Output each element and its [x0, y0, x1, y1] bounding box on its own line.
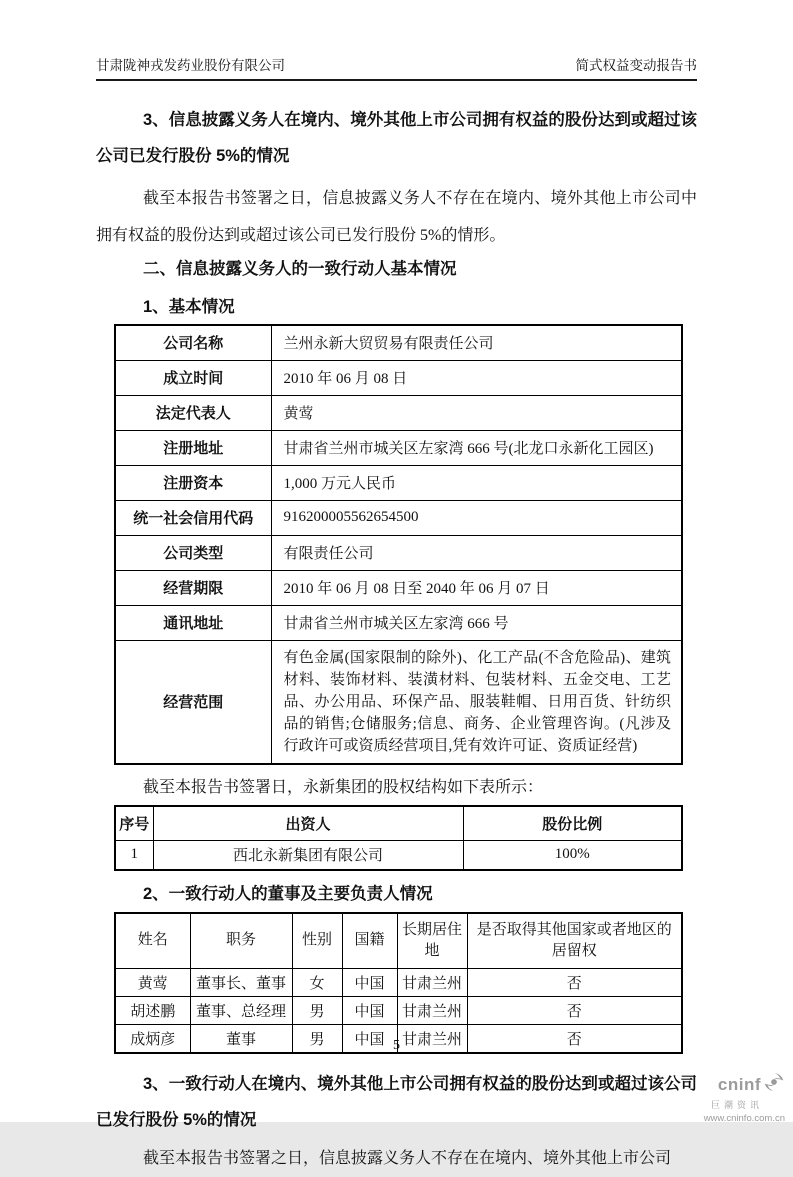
header-company-name: 甘肃陇神戎发药业股份有限公司 — [96, 58, 285, 73]
table-label-cell: 成立时间 — [115, 360, 271, 395]
table-cell: 董事、总经理 — [190, 996, 292, 1024]
table-header-cell: 国籍 — [342, 913, 397, 969]
table-row — [115, 395, 682, 430]
table-header-cell: 是否取得其他国家或者地区的居留权 — [467, 913, 682, 969]
cninfo-logo-text: cninf — [717, 1074, 761, 1094]
table-row — [115, 430, 682, 465]
table-row — [115, 465, 682, 500]
table-header-cell: 长期居住地 — [397, 913, 467, 969]
table-row — [115, 535, 682, 570]
table-label-cell: 公司类型 — [115, 535, 271, 570]
header-doc-type: 简式权益变动报告书 — [575, 58, 697, 73]
table-header-cell: 出资人 — [153, 806, 463, 841]
table-label-cell: 通讯地址 — [115, 605, 271, 640]
table-value-cell: 甘肃省兰州市城关区左家湾 666 号 — [271, 605, 682, 640]
page-number: 5 — [393, 1038, 400, 1053]
table-cell: 甘肃兰州 — [397, 968, 467, 996]
table-value-cell: 兰州永新大贸贸易有限责任公司 — [271, 325, 682, 360]
table-row — [115, 968, 682, 996]
table-label-cell: 注册地址 — [115, 430, 271, 465]
table-label-cell: 经营期限 — [115, 570, 271, 605]
basic-info-table — [114, 324, 683, 765]
table-cell: 男 — [292, 1024, 342, 1053]
document-body — [96, 100, 697, 1177]
table-header-cell: 职务 — [190, 913, 292, 969]
table-cell: 甘肃兰州 — [397, 996, 467, 1024]
table-cell: 成炳彦 — [115, 1024, 190, 1053]
table-cell: 否 — [467, 996, 682, 1024]
heading-concerted-other-listed: 3、一致行动人在境内、境外其他上市公司拥有权益的股份达到或超过该公司已发行股份 5%的情况 — [96, 1074, 697, 1129]
table-cell: 董事长、董事 — [190, 968, 292, 996]
table-row — [115, 570, 682, 605]
table-header-cell: 序号 — [115, 806, 153, 841]
cninfo-logo-subtitle: 巨潮资讯 — [710, 1100, 763, 1110]
table-cell: 否 — [467, 968, 682, 996]
table-cell: 董事 — [190, 1024, 292, 1053]
table-row — [115, 996, 682, 1024]
cninfo-logo-url: www.cninfo.com.cn — [703, 1113, 785, 1124]
table-label-cell: 法定代表人 — [115, 395, 271, 430]
table-value-cell: 2010 年 06 月 08 日 — [271, 360, 682, 395]
table-cell: 女 — [292, 968, 342, 996]
table-row-business-scope — [115, 640, 682, 764]
table-header-row — [115, 806, 682, 841]
table-cell: 胡述鹏 — [115, 996, 190, 1024]
heading-disclosure-other-listed: 3、信息披露义务人在境内、境外其他上市公司拥有权益的股份达到或超过该公司已发行股份 5%的情况 — [96, 111, 697, 165]
directors-table — [114, 912, 683, 1054]
table-cell: 甘肃兰州 — [397, 1024, 467, 1053]
table-value-cell: 有色金属(国家限制的除外)、化工产品(不含危险品)、建筑材料、装饰材料、装潢材料、包装材料、五金交电、工艺品、办公用品、环保产品、服装鞋帽、日用百货、针纺织品的销售;仓储服务;信息、商务、企业管理咨询。(凡涉及行政许可或资质经营项目,凭有效许可证、资质证经营) — [271, 640, 682, 764]
table-row — [115, 840, 682, 870]
table-cell: 否 — [467, 1024, 682, 1053]
paragraph-disclosure-statement: 截至本报告书签署之日，信息披露义务人不存在在境内、境外其他上市公司中拥有权益的股份达到或超过该公司已发行股份 5%的情形。 — [96, 190, 697, 244]
table-cell: 中国 — [342, 996, 397, 1024]
table-cell: 西北永新集团有限公司 — [153, 840, 463, 870]
table-value-cell: 1,000 万元人民币 — [271, 465, 682, 500]
table-header-cell: 姓名 — [115, 913, 190, 969]
heading-section-2: 二、信息披露义务人的一致行动人基本情况 — [143, 260, 457, 278]
table-value-cell: 2010 年 06 月 08 日至 2040 年 06 月 07 日 — [271, 570, 682, 605]
heading-basic-info: 1、基本情况 — [143, 298, 235, 316]
heading-directors: 2、一致行动人的董事及主要负责人情况 — [143, 884, 433, 903]
table-label-cell: 统一社会信用代码 — [115, 500, 271, 535]
table-cell: 男 — [292, 996, 342, 1024]
table-cell: 黄莺 — [115, 968, 190, 996]
table-label-cell: 经营范围 — [115, 640, 271, 764]
table-cell: 100% — [463, 840, 682, 870]
equity-structure-table — [114, 805, 683, 871]
table-value-cell: 黄莺 — [271, 395, 682, 430]
paragraph-equity-intro: 截至本报告书签署日，永新集团的股权结构如下表所示： — [143, 778, 544, 796]
table-row — [115, 360, 682, 395]
table-header-row — [115, 913, 682, 969]
table-label-cell: 公司名称 — [115, 325, 271, 360]
table-cell: 中国 — [342, 1024, 397, 1053]
table-cell: 1 — [115, 840, 153, 870]
paragraph-concerted-statement: 截至本报告书签署之日，信息披露义务人不存在在境内、境外其他上市公司 — [143, 1149, 672, 1167]
table-cell: 中国 — [342, 968, 397, 996]
table-row — [115, 500, 682, 535]
cninfo-logo — [655, 1072, 785, 1124]
table-header-cell: 股份比例 — [463, 806, 682, 841]
table-label-cell: 注册资本 — [115, 465, 271, 500]
table-header-cell: 性别 — [292, 913, 342, 969]
table-row — [115, 325, 682, 360]
cninfo-swirl-icon — [763, 1072, 785, 1097]
table-value-cell: 有限责任公司 — [271, 535, 682, 570]
running-header — [96, 54, 697, 81]
table-value-cell: 甘肃省兰州市城关区左家湾 666 号(北龙口永新化工园区) — [271, 430, 682, 465]
table-row — [115, 605, 682, 640]
table-value-cell: 916200005562654500 — [271, 500, 682, 535]
